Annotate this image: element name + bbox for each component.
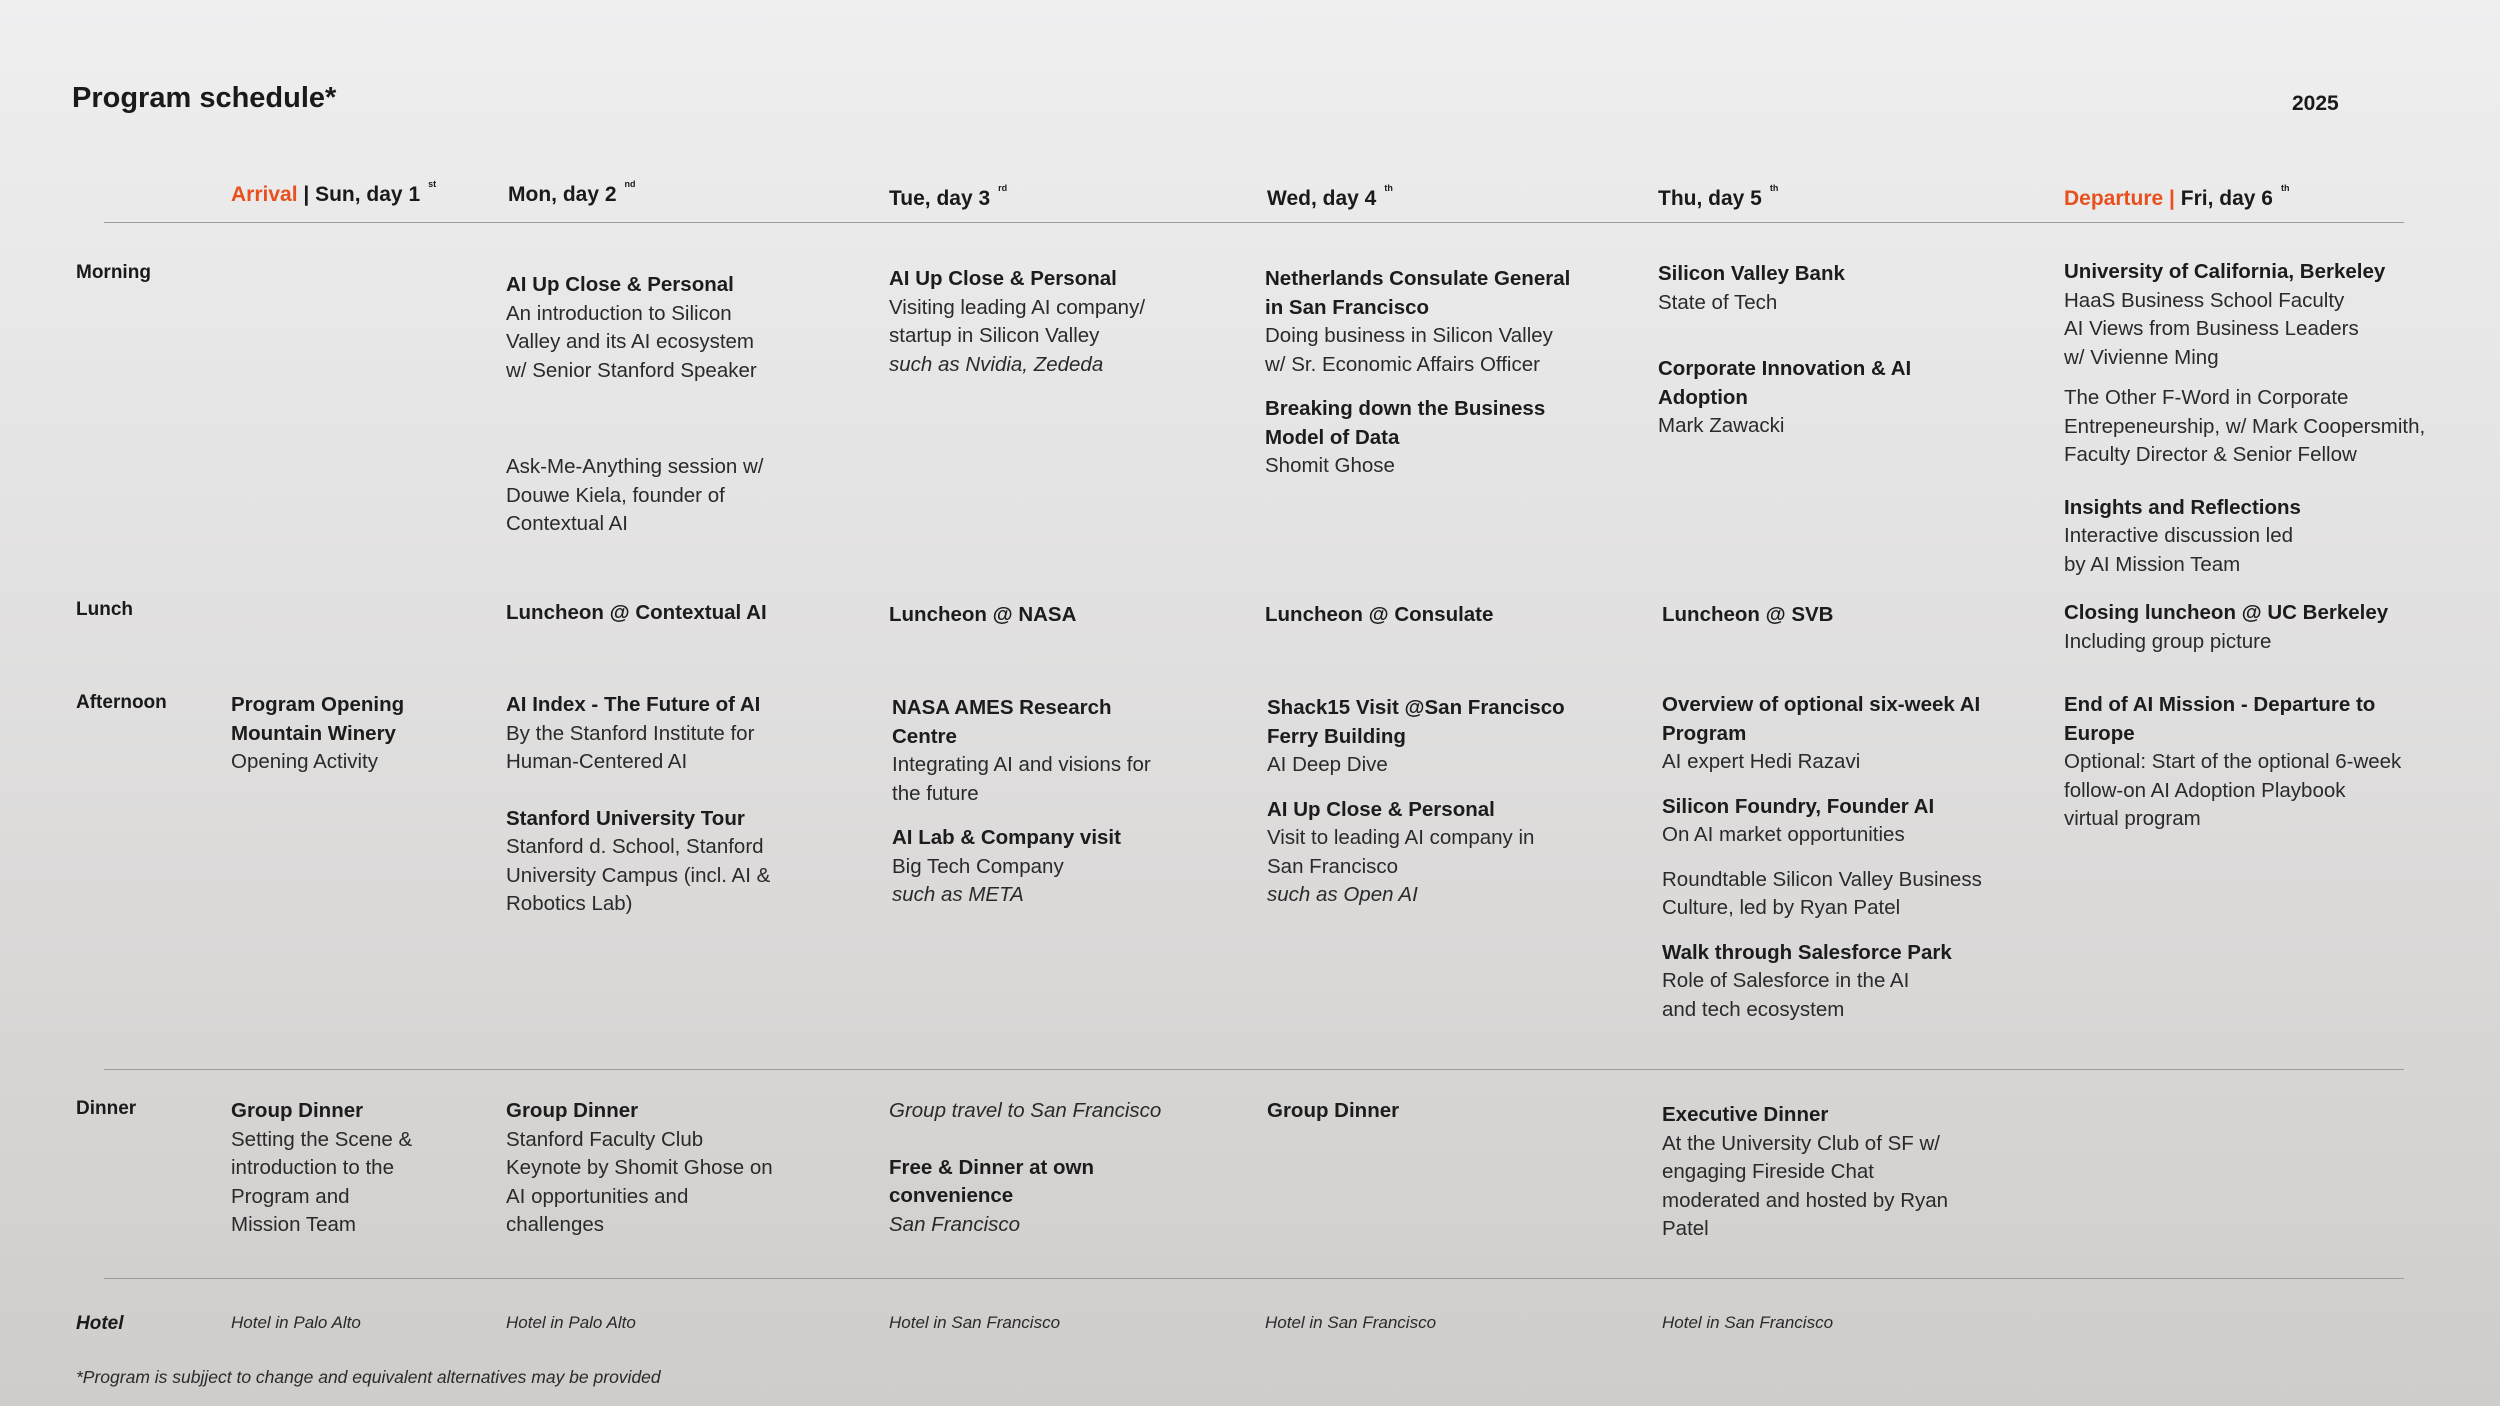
afternoon-mon <box>506 691 816 919</box>
dinner-wed: Group Dinner <box>1267 1099 1400 1122</box>
dinner-divider <box>104 1278 2404 1279</box>
row-label-afternoon: Afternoon <box>76 692 167 713</box>
session-block: Overview of optional six-week AI Program AI expert Hedi Razavi <box>1662 693 1981 773</box>
hotel-wed: Hotel in San Francisco <box>1265 1313 1437 1332</box>
dinner-sun: Group Dinner Setting the Scene & introduction to the Program and Mission Team <box>231 1099 413 1236</box>
morning-wed <box>1265 265 1585 481</box>
hotel-mon: Hotel in Palo Alto <box>506 1313 636 1332</box>
session-block: Silicon Valley Bank State of Tech <box>1658 262 1845 314</box>
day-header-wed: Wed, day 4 $^{th}$ <box>1267 183 1393 210</box>
row-label-morning: Morning <box>76 262 151 283</box>
year-label: 2025 <box>2292 92 2339 115</box>
session-block: Program Opening Mountain Winery Opening Activity <box>231 693 405 773</box>
page-title: Program schedule* <box>72 82 337 114</box>
footnote: *Program is subjject to change and equivalent alternatives may be provided <box>76 1367 661 1387</box>
morning-fri <box>2064 258 2464 579</box>
day-header-fri: Departure | Fri, day 6 $^{th}$ <box>2064 183 2290 210</box>
lunch-fri: Closing luncheon @ UC Berkeley Including group picture <box>2064 601 2389 653</box>
hotel-thu: Hotel in San Francisco <box>1662 1313 1834 1332</box>
morning-thu <box>1658 260 1918 441</box>
dinner-tue <box>889 1097 1209 1239</box>
day-header-tue: Tue, day 3 $^{rd}$ <box>889 183 1008 210</box>
session-block: AI Up Close & Personal Visit to leading AI company in San Francisco such as Open AI <box>1267 797 1535 906</box>
session-block: Ask-Me-Anything session w/ Douwe Kiela, founder of Contextual AI <box>506 455 764 535</box>
lunch-wed: Luncheon @ Consulate <box>1265 603 1494 626</box>
session-block: NASA AMES Research Centre Integrating AI and visions for the future <box>892 696 1151 805</box>
session-block: The Other F-Word in Corporate Entrepeneurship, w/ Mark Coopersmith, Faculty Director & Senior Fellow <box>2064 386 2426 466</box>
lunch-tue: Luncheon @ NASA <box>889 603 1077 626</box>
hotel-tue: Hotel in San Francisco <box>889 1313 1061 1332</box>
dinner-mon: Group Dinner Stanford Faculty Club Keynote by Shomit Ghose on AI opportunities and challenges <box>506 1099 773 1236</box>
session-block: Insights and Reflections Interactive discussion led by AI Mission Team <box>2064 495 2301 576</box>
row-label-lunch: Lunch <box>76 599 133 620</box>
session-block: AI Up Close & Personal An introduction to Silicon Valley and its AI ecosystem w/ Senior Stanford Speaker <box>506 273 757 382</box>
afternoon-tue <box>892 694 1182 910</box>
session-block: AI Up Close & Personal Visiting leading AI company/ startup in Silicon Valley such as Nvidia, Zededa <box>889 267 1146 376</box>
session-block: Netherlands Consulate General in San Francisco Doing business in Silicon Valley w/ Sr. Economic Affairs Officer <box>1265 267 1571 376</box>
departure-label: Departure <box>2064 187 2164 210</box>
session-block: AI Lab & Company visit Big Tech Company such as META <box>892 826 1121 906</box>
lunch-mon: Luncheon @ Contextual AI <box>506 601 767 624</box>
session-block: Group travel to San Francisco <box>889 1099 1162 1122</box>
row-label-hotel: Hotel <box>76 1313 124 1334</box>
day-header-mon: Mon, day 2 $^{nd}$ <box>508 179 636 206</box>
session-block: End of AI Mission - Departure to Europe Optional: Start of the optional 6-week follow-on AI Adoption Playbook virtual program <box>2064 693 2402 830</box>
header-divider <box>104 222 2404 223</box>
afternoon-divider <box>104 1069 2404 1070</box>
dinner-thu: Executive Dinner At the University Club of SF w/ engaging Fireside Chat moderated and hosted by Ryan Patel <box>1662 1103 1949 1240</box>
session-block: Shack15 Visit @San Francisco Ferry Building AI Deep Dive <box>1267 696 1565 776</box>
session-block: AI Index - The Future of AI By the Stanford Institute for Human-Centered AI <box>506 693 761 773</box>
session-block: Walk through Salesforce Park Role of Salesforce in the AI and tech ecosystem <box>1662 940 1952 1021</box>
afternoon-wed <box>1267 694 1577 910</box>
session-block: Free & Dinner at own convenience San Francisco <box>889 1155 1095 1236</box>
afternoon-fri <box>2064 691 2464 834</box>
day-header-sun: Arrival | Sun, day 1 $^{st}$ <box>231 179 437 206</box>
session-block: Silicon Foundry, Founder AI On AI market opportunities <box>1662 794 1935 846</box>
arrival-label: Arrival <box>231 183 298 206</box>
afternoon-sun <box>231 691 461 777</box>
session-block: Corporate Innovation & AI Adoption Mark Zawacki <box>1658 357 1912 437</box>
session-block: University of California, Berkeley HaaS Business School Faculty AI Views from Business Leaders w/ Vivienne Ming <box>2064 260 2386 369</box>
afternoon-thu <box>1662 691 2022 1024</box>
session-block: Roundtable Silicon Valley Business Culture, led by Ryan Patel <box>1662 867 1982 919</box>
session-block: Stanford University Tour Stanford d. School, Stanford University Campus (incl. AI & Robotics Lab) <box>506 806 771 915</box>
session-block: Breaking down the Business Model of Data Shomit Ghose <box>1265 397 1546 477</box>
lunch-thu: Luncheon @ SVB <box>1662 603 1834 626</box>
morning-mon <box>506 271 816 539</box>
day-header-thu: Thu, day 5 $^{th}$ <box>1658 183 1779 210</box>
row-label-dinner: Dinner <box>76 1098 137 1119</box>
morning-tue <box>889 265 1209 379</box>
hotel-sun: Hotel in Palo Alto <box>231 1313 361 1332</box>
